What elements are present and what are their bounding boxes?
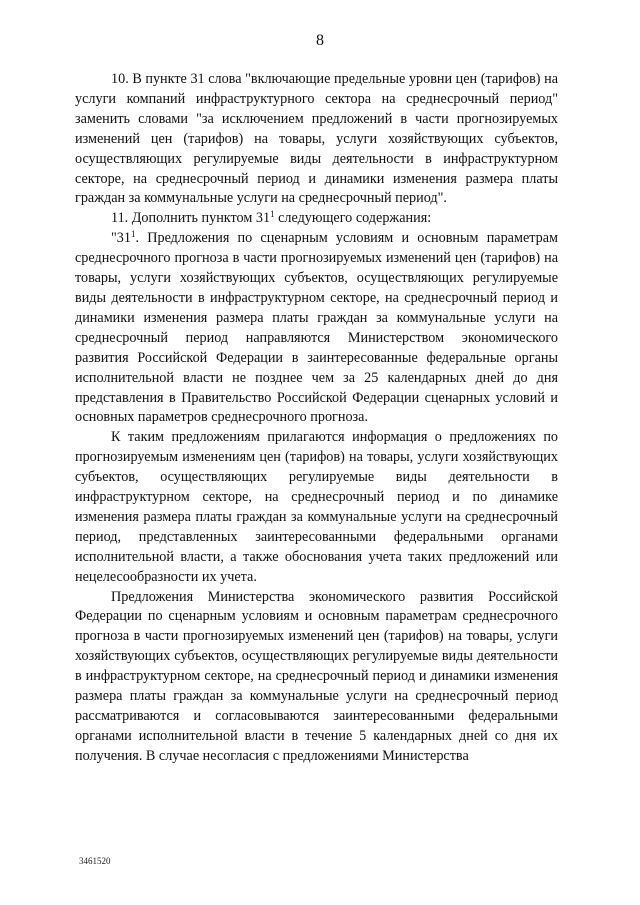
- paragraph-item-10: 10. В пункте 31 слова "включающие предельные уровни цен (тарифов) на услуги компаний инфраструктурного сектора на среднесрочный период" заменить словами "за исключением предложений в части прогнозируемых изменений цен (тарифов) на товары, услуги хозяйствующих субъектов, осуществляющих регулируемые виды деятельности в инфраструктурном секторе, на среднесрочный период и динамики изменения размера платы граждан за коммунальные услуги на среднесрочный период".: [75, 71, 558, 207]
- paragraph-ministry-proposals: Предложения Министерства экономического развития Российской Федерации по сценарным условиям и основным параметрам среднесрочного прогноза в части прогнозируемых изменений цен (тарифов) на товары, услуги хозяйствующих субъектов, осуществляющих регулируемые виды деятельности в инфраструктурном секторе, на среднесрочный период и динамики изменения размера платы граждан за коммунальные услуги на среднесрочный период рассматриваются и согласовываются заинтересованными федеральными органами исполнительной власти в течение 5 календарных дней со дня их получения. В случае несогласия с предложениями Министерства: [75, 588, 558, 764]
- document-body: [75, 70, 558, 767]
- superscript-mark: 1: [130, 229, 136, 240]
- paragraph-item-11: [75, 209, 558, 229]
- paragraph-text-end: следующего содержания:: [274, 210, 432, 227]
- paragraph-point-31-1: [75, 229, 558, 428]
- paragraph-text-end: . Предложения по сценарным условиям и основным параметрам среднесрочного прогноза в части прогнозируемых изменений цен (тарифов) на товары, услуги хозяйствующих субъектов, осуществляющих регулируемые виды деятельности в инфраструктурном секторе, на среднесрочный период и динамики изменения размера платы граждан за коммунальные услуги на среднесрочный период направляются Министерством экономического развития Российской Федерации в заинтересованные федеральные органы исполнительной власти не позднее чем за 25 календарных дней до дня представления в Правительство Российской Федерации сценарных условий и основных параметров среднесрочного прогноза.: [75, 230, 558, 426]
- paragraph-text-start: "31: [111, 230, 131, 247]
- superscript-mark: 1: [270, 209, 275, 220]
- paragraph-attachments: К таким предложениям прилагаются информация о предложениях по прогнозируемым изменениям цен (тарифов) на товары, услуги хозяйствующих субъектов, осуществляющих регулируемые виды деятельности в инфраструктурном секторе, на среднесрочный период и по динамике изменения размера платы граждан за коммунальные услуги на среднесрочный период, представленных заинтересованными федеральными органами исполнительной власти, а также обоснования учета таких предложений или нецелесообразности их учета.: [75, 429, 558, 585]
- page-number: 8: [316, 32, 324, 49]
- paragraph-text-start: 11. Дополнить пунктом 31: [111, 210, 271, 227]
- document-code: 3461520: [79, 856, 111, 866]
